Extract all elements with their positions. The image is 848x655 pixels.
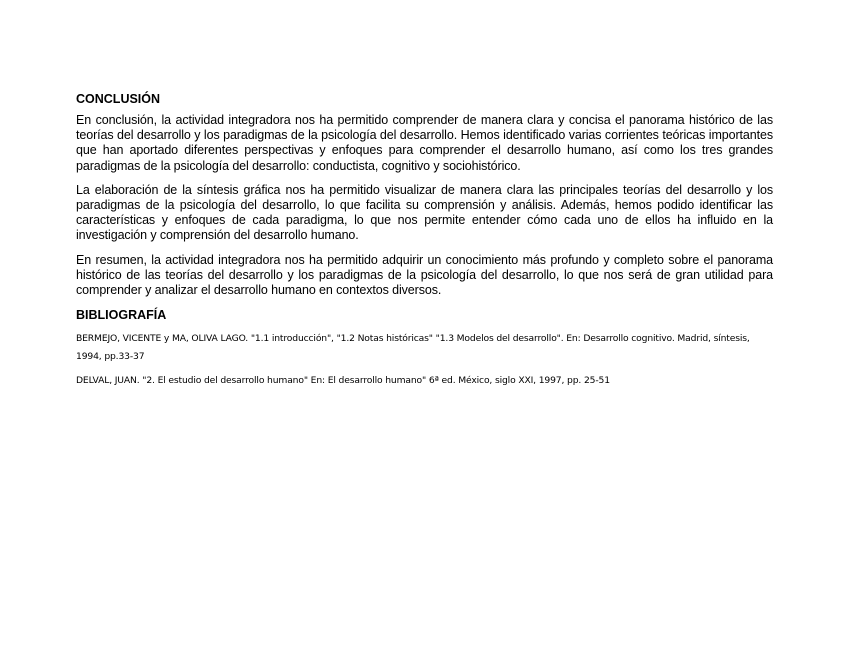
conclusion-paragraph-3: En resumen, la actividad integradora nos ha permitido adquirir un conocimiento más profundo y completo sobre el panorama histórico de las teorías del desarrollo y los paradigmas de la psicología del desarrollo, lo que nos será de gran utilidad para comprender y analizar el desarrollo humano en contextos diversos.	[76, 252, 773, 298]
bibliography-entry-1: BERMEJO, VICENTE y MA, OLIVA LAGO. "1.1 introducción", "1.2 Notas históricas" "1.3 Modelos del desarrollo". En: Desarrollo cognitivo. Madrid, síntesis, 1994, pp.33-37	[76, 333, 750, 363]
bibliography-heading: BIBLIOGRAFÍA	[76, 308, 167, 323]
conclusion-paragraph-1: En conclusión, la actividad integradora nos ha permitido comprender de manera clara y concisa el panorama histórico de las teorías del desarrollo y los paradigmas de la psicología del desarrollo. Hemos identificado varias corrientes teóricas importantes que han aportado diferentes perspectivas y enfoques para comprender el desarrollo humano, así como los tres grandes paradigmas de la psicología del desarrollo: conductista, cognitivo y sociohistórico.	[76, 113, 773, 173]
document-page	[76, 91, 773, 396]
conclusion-paragraph-2: La elaboración de la síntesis gráfica nos ha permitido visualizar de manera clara las principales teorías del desarrollo y los paradigmas de la psicología del desarrollo, lo que facilita su comprensión y análisis. Además, hemos podido identificar las características y enfoques de cada paradigma, lo que nos permite entender cómo cada uno de ellos ha influido en la investigación y comprensión del desarrollo humano.	[76, 182, 773, 243]
bibliography-entry-2: DELVAL, JUAN. "2. El estudio del desarrollo humano" En: El desarrollo humano" 6ª ed. México, siglo XXI, 1997, pp. 25-51	[76, 375, 610, 387]
conclusion-heading: CONCLUSIÓN	[76, 92, 161, 106]
